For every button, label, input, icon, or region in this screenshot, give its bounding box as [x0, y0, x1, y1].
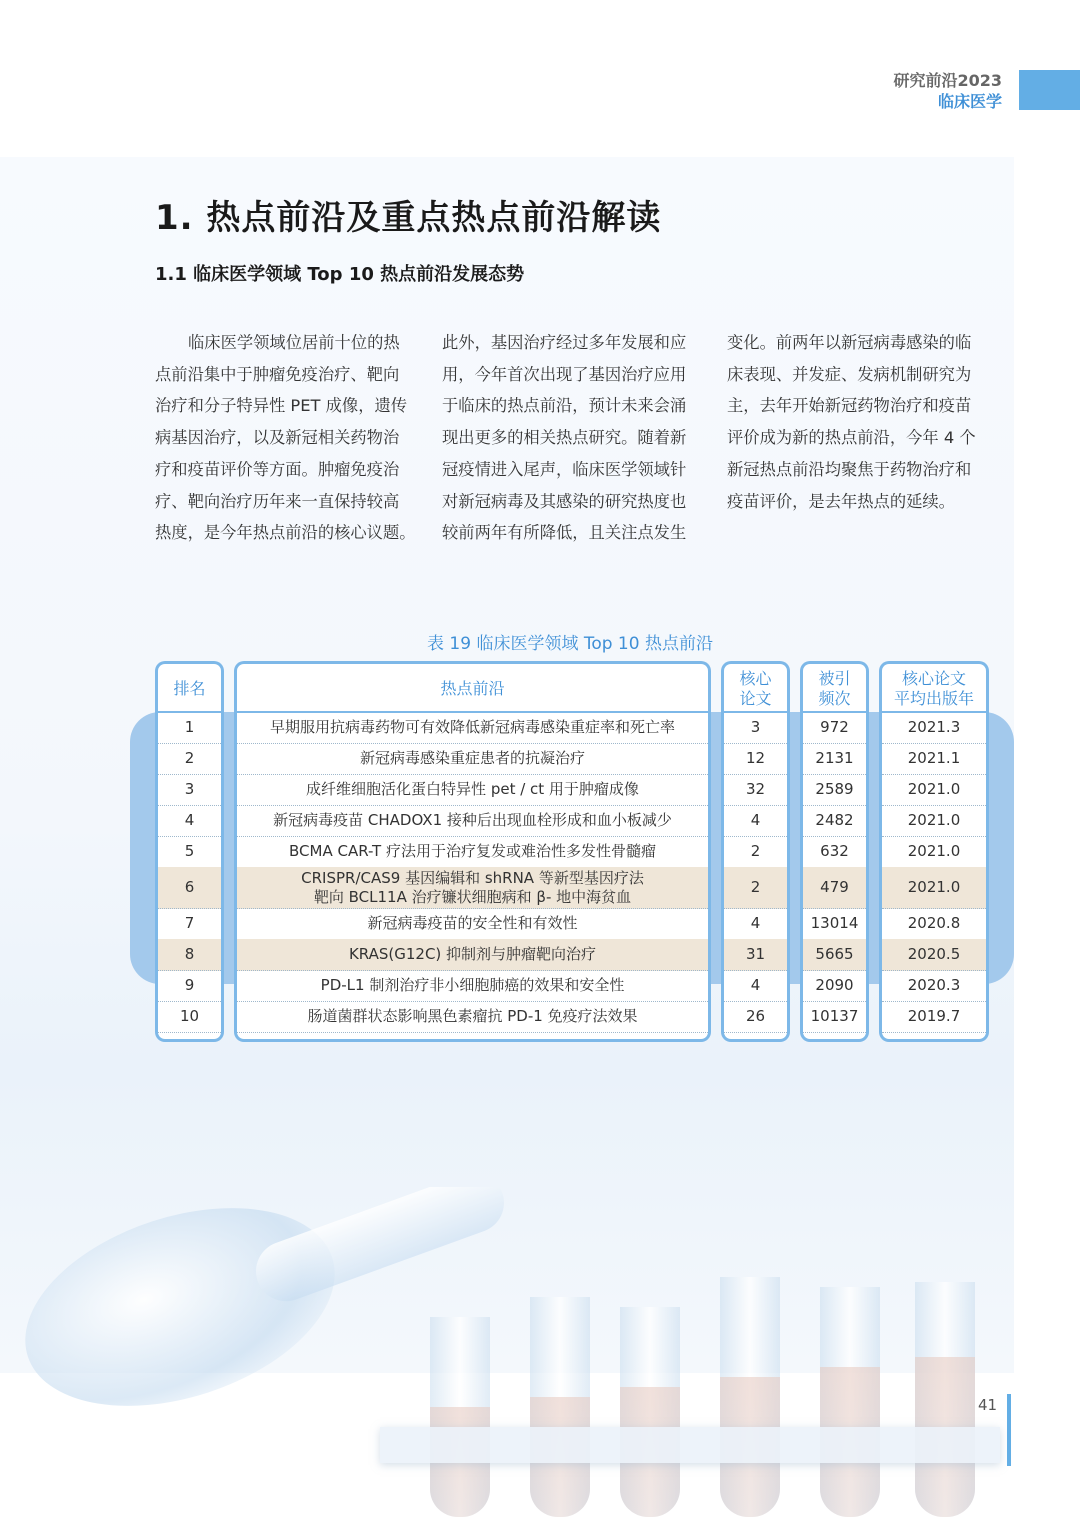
- text-line: 点前沿集中于肿瘤免疫治疗、靶向: [155, 364, 400, 384]
- report-title: 研究前沿2023: [893, 71, 1002, 90]
- table-cell-core: 2: [724, 836, 787, 868]
- header-divider: [155, 711, 224, 713]
- page-edge-bar: [1007, 1394, 1011, 1466]
- text-line: 治疗和分子特异性 PET 成像，遗传: [155, 396, 408, 416]
- table-cell-front: 新冠病毒疫苗 CHADOX1 接种后出现血栓形成和血小板减少: [237, 805, 708, 837]
- text-line: 冠疫情进入尾声，临床医学领域针: [442, 459, 687, 479]
- table-cell-cites: 2482: [803, 805, 866, 837]
- header-divider: [721, 711, 790, 713]
- column-avg-year: [879, 712, 989, 1042]
- table-cell-year: 2021.0: [882, 774, 986, 806]
- table-cell-year: 2019.7: [882, 1001, 986, 1033]
- text-line: 对新冠病毒及其感染的研究热度也: [442, 491, 687, 511]
- table-cell-year: 2020.3: [882, 970, 986, 1002]
- header-color-block: [1019, 70, 1080, 110]
- table-cell-cites: 972: [803, 712, 866, 744]
- text-column-1: [155, 327, 417, 549]
- table-cell-rank: 6: [158, 867, 221, 909]
- text-line: 疗、靶向治疗历年来一直保持较高: [155, 491, 400, 511]
- header-divider: [234, 711, 711, 713]
- header-divider: [879, 711, 989, 713]
- table-cell-core: 3: [724, 712, 787, 744]
- text-line: 评价成为新的热点前沿，今年 4 个: [727, 428, 976, 448]
- table-cell-cites: 10137: [803, 1001, 866, 1033]
- table-cell-core: 2: [724, 867, 787, 909]
- table-cell-year: 2021.1: [882, 743, 986, 775]
- page-number: 41: [978, 1396, 998, 1414]
- test-tube: [720, 1277, 780, 1517]
- table-cell-core: 32: [724, 774, 787, 806]
- table-cell-cites: 632: [803, 836, 866, 868]
- section-name: 临床医学: [937, 92, 1002, 111]
- flask-neck-shape: [248, 1187, 513, 1310]
- table-cell-front: CRISPR/CAS9 基因编辑和 shRNA 等新型基因疗法 靶向 BCL11A 治疗镰状细胞病和 β- 地中海贫血: [237, 867, 708, 909]
- text-line: 主，去年开始新冠药物治疗和疫苗: [727, 396, 972, 416]
- col-header-avg-year: 核心论文 平均出版年: [879, 661, 989, 713]
- text-line: 病基因治疗，以及新冠相关药物治: [155, 428, 400, 448]
- table-cell-cites: 13014: [803, 908, 866, 940]
- table-cell-cites: 479: [803, 867, 866, 909]
- table-cell-rank: 5: [158, 836, 221, 868]
- table-cell-rank: 1: [158, 712, 221, 744]
- text-line: 新冠热点前沿均聚焦于药物治疗和: [727, 459, 972, 479]
- table-cell-cites: 5665: [803, 939, 866, 971]
- text-line: 变化。前两年以新冠病毒感染的临: [727, 333, 972, 352]
- subsection-heading: 1.1 临床医学领域 Top 10 热点前沿发展态势: [155, 264, 525, 285]
- col-header-citations: 被引 频次: [800, 661, 869, 713]
- table-cell-front: 早期服用抗病毒药物可有效降低新冠病毒感染重症率和死亡率: [237, 712, 708, 744]
- running-header: [893, 70, 1002, 112]
- table-cell-rank: 4: [158, 805, 221, 837]
- column-citations: [800, 712, 869, 1042]
- table-cell-core: 26: [724, 1001, 787, 1033]
- table-cell-cites: 2589: [803, 774, 866, 806]
- table-cell-year: 2020.5: [882, 939, 986, 971]
- column-core-papers: [721, 712, 790, 1042]
- table-cell-front: 成纤维细胞活化蛋白特异性 pet / ct 用于肿瘤成像: [237, 774, 708, 806]
- column-front: [234, 712, 711, 1042]
- table-cell-front: BCMA CAR-T 疗法用于治疗复发或难治性多发性骨髓瘤: [237, 836, 708, 868]
- table-cell-front: 肠道菌群状态影响黑色素瘤抗 PD-1 免疫疗法效果: [237, 1001, 708, 1033]
- table-cell-cites: 2131: [803, 743, 866, 775]
- table-cell-year: 2021.0: [882, 805, 986, 837]
- test-tube: [430, 1317, 490, 1517]
- col-header-rank: 排名: [155, 661, 224, 713]
- table-cell-front: PD-L1 制剂治疗非小细胞肺癌的效果和安全性: [237, 970, 708, 1002]
- test-tube-rack: [380, 1427, 1000, 1463]
- header-divider: [800, 711, 869, 713]
- text-line: 现出更多的相关热点研究。随着新: [442, 428, 687, 448]
- test-tube: [820, 1287, 880, 1517]
- table-cell-core: 31: [724, 939, 787, 971]
- test-tube: [915, 1282, 975, 1517]
- text-column-3: [727, 327, 989, 517]
- table-cell-year: 2020.8: [882, 908, 986, 940]
- table-cell-core: 12: [724, 743, 787, 775]
- section-heading: 1. 热点前沿及重点热点前沿解读: [155, 198, 662, 238]
- table-cell-year: 2021.0: [882, 836, 986, 868]
- text-line: 疫苗评价，是去年热点的延续。: [727, 491, 955, 511]
- table-cell-rank: 8: [158, 939, 221, 971]
- column-rank: [155, 712, 224, 1042]
- text-column-2: [442, 327, 704, 549]
- table-cell-front: 新冠病毒感染重症患者的抗凝治疗: [237, 743, 708, 775]
- text-line: 于临床的热点前沿，预计未来会涌: [442, 396, 687, 416]
- col-header-core-papers: 核心 论文: [721, 661, 790, 713]
- text-line: 临床医学领域位居前十位的热: [188, 333, 400, 352]
- table-cell-rank: 2: [158, 743, 221, 775]
- table-cell-core: 4: [724, 970, 787, 1002]
- text-line: 床表现、并发症、发病机制研究为: [727, 364, 972, 384]
- test-tube: [530, 1297, 590, 1517]
- table-cell-front: 新冠病毒疫苗的安全性和有效性: [237, 908, 708, 940]
- table-caption: 表 19 临床医学领域 Top 10 热点前沿: [427, 634, 713, 654]
- table-cell-core: 4: [724, 805, 787, 837]
- col-header-front: 热点前沿: [234, 661, 711, 713]
- text-line: 此外，基因治疗经过多年发展和应: [442, 333, 687, 352]
- text-line: 热度，是今年热点前沿的核心议题。: [155, 523, 416, 543]
- lab-glassware-image: [0, 1187, 1014, 1530]
- table-cell-rank: 7: [158, 908, 221, 940]
- test-tube: [620, 1307, 680, 1517]
- table-cell-cites: 2090: [803, 970, 866, 1002]
- table-cell-rank: 10: [158, 1001, 221, 1033]
- table-cell-year: 2021.3: [882, 712, 986, 744]
- text-line: 用，今年首次出现了基因治疗应用: [442, 364, 687, 384]
- flask-shape: [0, 1187, 360, 1442]
- table-cell-rank: 3: [158, 774, 221, 806]
- table-cell-rank: 9: [158, 970, 221, 1002]
- text-line: 较前两年有所降低，且关注点发生: [442, 523, 687, 543]
- text-line: 疗和疫苗评价等方面。肿瘤免疫治: [155, 459, 400, 479]
- table-cell-front: KRAS(G12C) 抑制剂与肿瘤靶向治疗: [237, 939, 708, 971]
- table-cell-year: 2021.0: [882, 867, 986, 909]
- table-cell-core: 4: [724, 908, 787, 940]
